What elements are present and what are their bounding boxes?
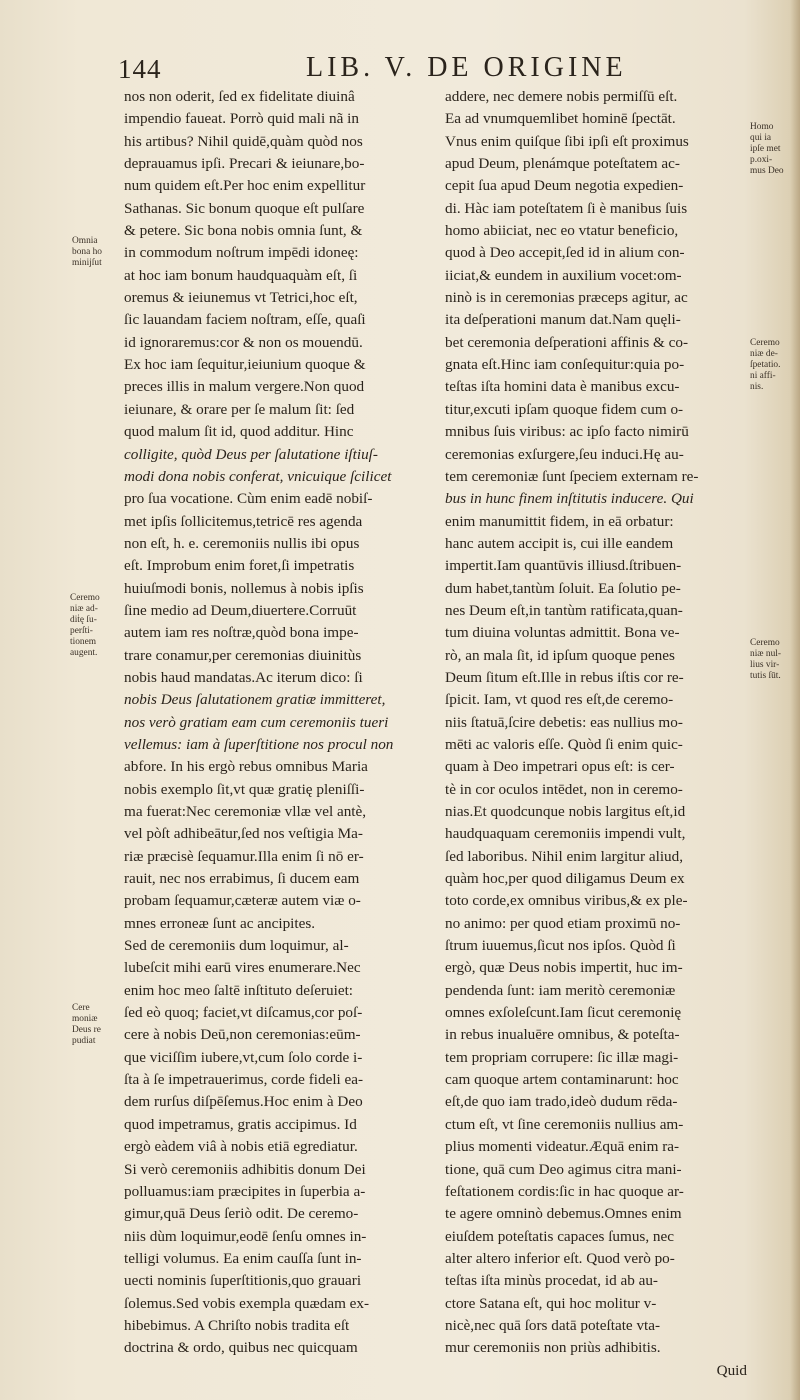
text-line: hanc autem accipit is, cui ille eandem xyxy=(445,534,674,552)
text-line: probam ſequamur,cæteræ autem viæ o- xyxy=(124,892,361,910)
margin-note-right-2 xyxy=(750,338,780,393)
margin-note-left-2 xyxy=(70,593,100,659)
text-line: id ignoraremus:cor & non os mouendū. xyxy=(124,333,363,351)
text-line: deprauamus ipſi. Precari & ieiunare,bo- xyxy=(124,155,365,173)
text-line: quod à Deo accepit,ſed id in alium con- xyxy=(445,244,685,262)
margin-note-line: Homo xyxy=(750,122,774,132)
text-line: no animo: per quod etiam proximū no- xyxy=(445,914,681,932)
text-line: nos non oderit, ſed ex fidelitate diuinâ xyxy=(124,88,355,105)
text-line: dum habet,tantùm ſoluit. Ea ſolutio pe- xyxy=(445,579,681,597)
text-line: apud Deum, plenámque poteſtatem ac- xyxy=(445,155,680,173)
text-line: tum diuina voluntas admittit. Bona ve- xyxy=(445,624,680,642)
margin-note-line: Omnia xyxy=(72,236,98,246)
text-line: nobis Deus ſalutationem gratiæ immitteret, xyxy=(124,691,386,709)
text-line: cere à nobis Deū,non ceremonias:eūm- xyxy=(124,1026,361,1044)
text-line: eſt,de quo iam trado,ideò dudum rēda- xyxy=(445,1093,678,1111)
text-line: quam à Deo impetrari opus eſt: is cer- xyxy=(445,758,675,776)
text-line: pro ſua vocatione. Cùm enim eadē nobiſ- xyxy=(124,490,373,508)
text-line: ſed laboribus. Nihil enim largitur aliud, xyxy=(445,847,684,865)
text-line: Sathanas. Sic bonum quoque eſt pulſare xyxy=(124,199,365,217)
text-line: eſt. Improbum enim foret,ſi impetratis xyxy=(124,557,355,575)
text-line: vel pòſt adhibeātur,ſed nos veſtigia Ma- xyxy=(124,825,363,843)
text-line: tione, quā cum Deo agimus citra mani- xyxy=(445,1160,682,1178)
text-line: cam quoque artem contaminarunt: hoc xyxy=(445,1071,679,1089)
text-line: huiuſmodi bonis, nollemus à nobis ipſis xyxy=(124,579,364,597)
text-line: ſta à ſe impetrauerimus, corde fideli ea- xyxy=(124,1071,364,1089)
text-line: niis ſtatuā,ſcire debetis: eas nullius mo- xyxy=(445,713,683,731)
text-line: vellemus: iam à ſuperſtitione nos procul non xyxy=(124,735,394,753)
text-line: haudquaquam ceremoniis impendi vult, xyxy=(445,825,686,843)
margin-note-line: niæ de- xyxy=(750,349,778,359)
margin-note-line: Cere xyxy=(72,1003,90,1013)
margin-note-line: ni affi- xyxy=(750,371,776,381)
text-line: te agere omninò debemus.Omnes enim xyxy=(445,1205,682,1223)
text-line: hibebimus. A Chriſto nobis tradita eſt xyxy=(124,1316,350,1334)
text-line: in commodum noſtrum impēdi idoneę: xyxy=(124,244,359,262)
text-line: Deum ſitum eſt.Ille in rebus iſtis cor re- xyxy=(445,668,684,686)
text-line: ſed eò quoq; faciet,vt diſcamus,cor poſ- xyxy=(124,1004,363,1022)
text-line: rauit, nec nos errabimus, ſi ducem eam xyxy=(124,870,360,888)
text-line: Sed de ceremoniis dum loquimur, al- xyxy=(124,937,349,955)
text-line: ſolemus.Sed vobis exempla quædam ex- xyxy=(124,1294,370,1312)
text-line: ceremonias exſurgere,ſeu induci.Hę au- xyxy=(445,445,684,463)
text-line: polluamus:iam præcipites in ſuperbia a- xyxy=(124,1182,366,1200)
text-line: nos verò gratiam eam cum ceremoniis tueri xyxy=(124,713,389,731)
margin-note-line: qui ia xyxy=(750,133,772,143)
text-line: bet ceremonia deſperationi affinis & co- xyxy=(445,333,689,351)
text-line: ctore Satana eſt, qui hoc molitur v- xyxy=(445,1294,657,1312)
margin-note-line: niæ nul- xyxy=(750,649,781,659)
text-line: ſpicit. Iam, vt quod res eſt,de ceremo- xyxy=(445,691,674,709)
text-line: teſtas iſta homini data è manibus excu- xyxy=(445,378,680,396)
text-line: & petere. Sic bona nobis omnia ſunt, & xyxy=(124,222,363,240)
margin-note-line: moniæ xyxy=(72,1014,98,1024)
text-line: abfore. In his ergò rebus omnibus Maria xyxy=(124,758,368,776)
margin-note-line: tionem xyxy=(70,637,97,647)
text-line: colligite, quòd Deus per ſalutatione iſtiuſ- xyxy=(124,445,378,463)
text-line: Si verò ceremoniis adhibitis donum Dei xyxy=(124,1160,366,1178)
text-line: ſic lauandam faciem noſtram, eſſe, quaſi xyxy=(124,311,366,329)
margin-note-line: Ceremo xyxy=(70,593,100,603)
text-line: non eſt, h. e. ceremoniis nullis ibi opus xyxy=(124,534,360,552)
text-line: iiciat,& eundem in auxilium vocet:om- xyxy=(445,266,682,284)
margin-note-line: lius vir- xyxy=(750,660,780,670)
text-line: mēti ac valoris eſſe. Quòd ſi enim quic- xyxy=(445,735,683,753)
text-line: impertit.Iam quantūvis illiusd.ſtribuen- xyxy=(445,557,682,575)
page-edge-shadow xyxy=(790,0,800,1400)
text-line: Ex hoc iam ſequitur,ieiunium quoque & xyxy=(124,356,366,374)
text-line: mnibus ſuis viribus: ac ipſo facto nimirū xyxy=(445,423,689,441)
margin-note-line: nis. xyxy=(750,382,764,392)
text-line: ergò eàdem viâ à nobis etiā egrediatur. xyxy=(124,1138,358,1156)
running-head xyxy=(118,52,758,86)
text-line: ſine medio ad Deum,diuertere.Corruūt xyxy=(124,601,357,619)
text-line: doctrina & ordo, quibus nec quicquam xyxy=(124,1339,358,1357)
margin-note-line: ipſe met xyxy=(750,144,781,154)
text-line: his artibus? Nihil quidē,quàm quòd nos xyxy=(124,132,363,150)
margin-note-line: pudiat xyxy=(72,1036,96,1046)
text-line: mur ceremoniis non priùs adhibitis. xyxy=(445,1339,661,1357)
margin-note-right-3 xyxy=(750,638,781,682)
text-line: trare conamur,per ceremonias diuinitùs xyxy=(124,646,362,664)
text-line: que viciſſim iubere,vt,cum ſolo corde i- xyxy=(124,1048,363,1066)
catchword: Quid xyxy=(716,1361,747,1379)
margin-note-line: tutis ſūt. xyxy=(750,671,781,681)
text-line: tè in cor oculos intēdet, non in ceremo- xyxy=(445,780,683,798)
text-line: homo abiiciat, nec eo vtatur beneficio, xyxy=(445,222,679,240)
text-line: ctum eſt, vt ſine ceremoniis nullius am- xyxy=(445,1115,684,1133)
text-line: nicè,nec quā ſors datā poteſtate vta- xyxy=(445,1316,661,1334)
text-line: enim hoc meo ſaltē inſtituto deſeruiet: xyxy=(124,981,354,999)
margin-note-line: minijſut xyxy=(72,258,102,268)
text-line: titur,excuti ipſam quoque fidem cum o- xyxy=(445,400,684,418)
margin-note-line: Deus re xyxy=(72,1025,101,1035)
text-line: teſtas iſta minùs procedat, id ab au- xyxy=(445,1272,658,1290)
text-line: ma fuerat:Nec ceremoniæ vllæ vel antè, xyxy=(124,803,367,820)
text-line: ſtrum iuuemus,ſicut nos ipſos. Quòd ſi xyxy=(445,937,676,955)
text-line: rò, an mala ſit, id ipſum quoque penes xyxy=(445,646,675,664)
margin-note-line: bona ho xyxy=(72,247,102,257)
page-number: 144 xyxy=(118,54,162,84)
margin-note-line: niæ ad- xyxy=(70,604,98,614)
margin-note-line: Ceremo xyxy=(750,638,780,648)
text-line: ergò, quæ Deus nobis impertit, huc im- xyxy=(445,959,683,977)
text-line: plius momenti videatur.Æquā enim ra- xyxy=(445,1138,680,1156)
text-line: Ea ad vnumquemlibet hominē ſpectāt. xyxy=(445,110,676,128)
text-line: ita deſperationi manum dat.Nam quęli- xyxy=(445,311,681,329)
text-line: enim manumittit fidem, in eā orbatur: xyxy=(445,512,674,530)
text-line: tem ceremoniæ ſunt ſpeciem externam re- xyxy=(445,467,699,485)
text-line: ninò is in ceremonias præceps agitur, ac xyxy=(445,289,688,307)
text-line: tem propriam corrupere: ſic illæ magi- xyxy=(445,1048,679,1066)
text-line: di. Hàc iam poteſtatem ſi è manibus ſuis xyxy=(445,199,688,217)
text-line: nobis exemplo ſit,vt quæ gratię pleniſſi- xyxy=(124,780,365,798)
left-text-column xyxy=(124,86,436,1360)
text-line: Vnus enim quiſque ſibi ipſi eſt proximus xyxy=(445,132,689,150)
margin-note-line: augent. xyxy=(70,648,98,658)
text-line: lubeſcit mihi earū vires enumerare.Nec xyxy=(124,959,361,977)
text-line: nes Deum eſt,in tantùm ratificata,quan- xyxy=(445,601,683,619)
text-line: uecti nominis ſuperſtitionis,quo grauari xyxy=(124,1272,362,1290)
text-line: in rebus inualuēre omnibus, & poteſta- xyxy=(445,1026,680,1044)
text-line: toto corde,ex omnibus viribus,& ex ple- xyxy=(445,892,688,910)
text-line: mnes erroneæ ſunt ac ancipites. xyxy=(124,914,316,932)
text-line: bus in hunc finem inſtitutis inducere. Qui xyxy=(445,490,694,508)
running-head-title: LIB. V. DE ORIGINE xyxy=(306,52,627,83)
margin-note-left-1 xyxy=(72,236,102,269)
margin-note-line: Ceremo xyxy=(750,338,780,348)
margin-note-line: mus Deo xyxy=(750,166,784,176)
text-line: nias.Et quodcunque nobis largitus eſt,id xyxy=(445,803,686,820)
text-line: gimur,quā Deus ſeriò odit. De ceremo- xyxy=(124,1205,359,1223)
margin-note-right-1 xyxy=(750,122,784,177)
text-line: ieiunare, & orare per ſe malum ſit: ſed xyxy=(124,400,355,418)
text-line: oremus & ieiunemus vt Tetrici,hoc eſt, xyxy=(124,289,358,307)
text-line: omnes exſoleſcunt.Iam ſicut ceremonię xyxy=(445,1004,682,1022)
text-line: quod malum ſit id, quod additur. Hinc xyxy=(124,423,354,441)
text-line: feſtationem cordis:ſic in hac quoque ar- xyxy=(445,1182,684,1200)
text-line: dem rurſus diſpēſemus.Hoc enim à Deo xyxy=(124,1093,363,1111)
text-line: num quidem eſt.Per hoc enim expellitur xyxy=(124,177,366,195)
text-line: at hoc iam bonum haudquaquàm eſt, ſi xyxy=(124,266,358,284)
text-line: pendenda ſunt: iam meritò ceremoniæ xyxy=(445,981,676,999)
text-line: quod impetramus, gratis accipimus. Id xyxy=(124,1115,357,1133)
text-line: niis dùm loquimur,eodē ſenſu omnes in- xyxy=(124,1227,367,1245)
text-line: autem iam res noſtræ,quòd bona impe- xyxy=(124,624,359,642)
text-line: cepit ſua apud Deum negotia expedien- xyxy=(445,177,684,195)
text-line: modi dona nobis conferat, vnicuique ſcilicet xyxy=(124,467,392,485)
text-line: alter altero inferior eſt. Quod verò po- xyxy=(445,1249,675,1267)
text-line: preces illis in malum vergere.Non quod xyxy=(124,378,365,396)
margin-note-line: p.oxi- xyxy=(750,155,773,165)
text-line: impendio faueat. Porrò quid mali nã in xyxy=(124,110,359,128)
margin-note-line: diṫę ſu- xyxy=(70,615,97,625)
text-line: riæ præcisè ſequamur.Illa enim ſi nō er- xyxy=(124,847,364,865)
text-line: telligi volumus. Ea enim cauſſa ſunt in- xyxy=(124,1249,362,1267)
margin-note-line: ſpetatio. xyxy=(750,360,781,370)
margin-note-line: perſti- xyxy=(70,626,93,636)
margin-note-left-3 xyxy=(72,1003,101,1047)
right-text-column xyxy=(445,86,757,1382)
text-line: gnata eſt.Hinc iam conſequitur:quia po- xyxy=(445,356,685,374)
text-line: eiuſdem poteſtatis capaces ſumus, nec xyxy=(445,1227,674,1245)
text-line: addere, nec demere nobis permiſſū eſt. xyxy=(445,88,678,105)
text-line: nobis haud mandatas.Ac iterum dico: ſi xyxy=(124,668,363,686)
text-line: met ipſis ſollicitemus,tetricē res agenda xyxy=(124,512,363,530)
text-line: quàm hoc,per quod diligamus Deum ex xyxy=(445,870,685,888)
